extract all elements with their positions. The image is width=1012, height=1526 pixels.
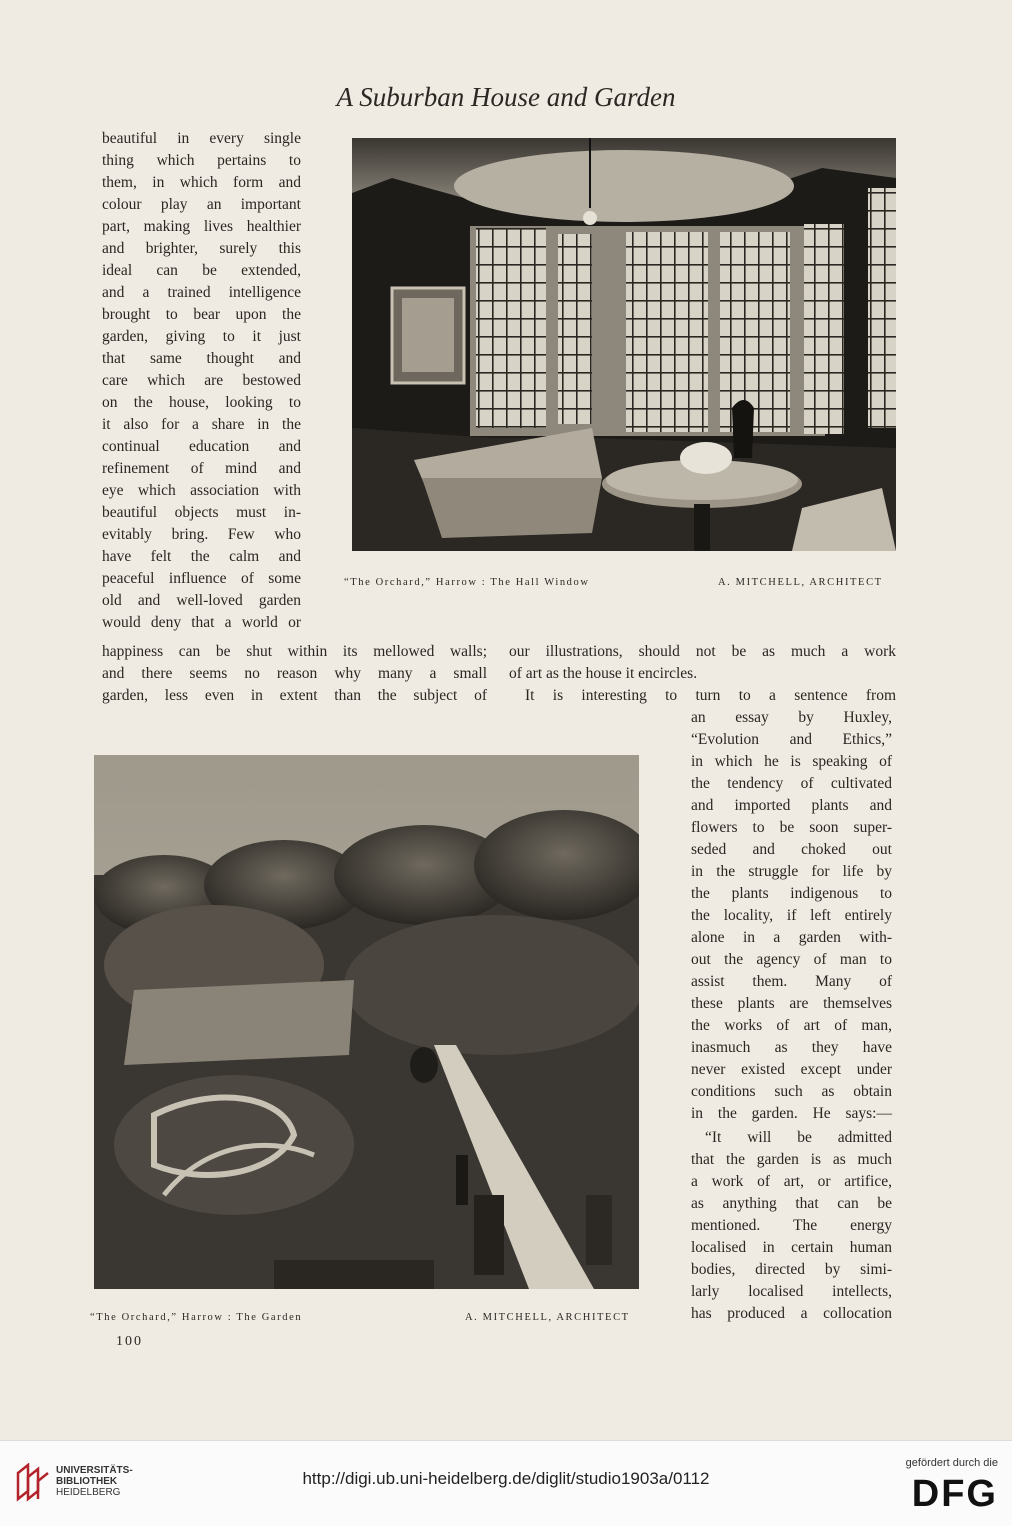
text-line: never existed except under bbox=[691, 1061, 892, 1078]
text-line: flowers to be soon super- bbox=[691, 819, 892, 836]
dfg-logo[interactable]: DFG bbox=[911, 1473, 998, 1515]
text-line: the locality, if left entirely bbox=[691, 907, 892, 924]
garden-photo bbox=[94, 755, 639, 1289]
text-line: beautiful objects must in- bbox=[102, 504, 301, 521]
text-line: happiness can be shut within its mellowed walls; bbox=[102, 643, 487, 660]
text-line: ideal can be extended, bbox=[102, 262, 301, 279]
text-line: seded and choked out bbox=[691, 841, 892, 858]
text-line: and a trained intelligence bbox=[102, 284, 301, 301]
text-line: has produced a collocation bbox=[691, 1305, 892, 1322]
text-line: and imported plants and bbox=[691, 797, 892, 814]
garden-caption: “The Orchard,” Harrow : The Garden bbox=[90, 1312, 303, 1323]
text-line: evitably bring. Few who bbox=[102, 526, 301, 543]
text-line: that same thought and bbox=[102, 350, 301, 367]
text-line: on the house, looking to bbox=[102, 394, 301, 411]
permalink-url[interactable]: http://digi.ub.uni-heidelberg.de/diglit/studio1903a/0112 bbox=[302, 1469, 710, 1488]
hall-window-photo bbox=[352, 138, 896, 551]
text-line: conditions such as obtain bbox=[691, 1083, 892, 1100]
text-line: old and well-loved garden bbox=[102, 592, 301, 609]
text-line: continual education and bbox=[102, 438, 301, 455]
library-name-line: HEIDELBERG bbox=[56, 1487, 121, 1498]
hall-window-illustration bbox=[352, 138, 896, 551]
library-name-line: UNIVERSITÄTS- bbox=[56, 1465, 133, 1476]
text-line: part, making lives healthier bbox=[102, 218, 301, 235]
text-line: our illustrations, should not be as much a work bbox=[509, 643, 896, 660]
text-line: assist them. Many of bbox=[691, 973, 892, 990]
garden-illustration bbox=[94, 755, 639, 1289]
text-line: refinement of mind and bbox=[102, 460, 301, 477]
text-line: eye which association with bbox=[102, 482, 301, 499]
text-line: a work of art, or artifice, bbox=[691, 1173, 892, 1190]
text-line: thing which pertains to bbox=[102, 152, 301, 169]
text-line: in the struggle for life by bbox=[691, 863, 892, 880]
funding-note: gefördert durch die bbox=[905, 1457, 998, 1469]
text-line: the tendency of cultivated bbox=[691, 775, 892, 792]
page-title: A Suburban House and Garden bbox=[336, 82, 676, 112]
text-line: these plants are themselves bbox=[691, 995, 892, 1012]
text-line: peaceful influence of some bbox=[102, 570, 301, 587]
text-line: would deny that a world or bbox=[102, 614, 301, 631]
text-line: of art as the house it encircles. bbox=[509, 665, 698, 682]
text-line: and there seems no reason why many a small bbox=[102, 665, 487, 682]
text-line: it also for a share in the bbox=[102, 416, 301, 433]
text-line: brought to bear upon the bbox=[102, 306, 301, 323]
text-line: It is interesting to turn to a sentence from bbox=[525, 687, 896, 704]
text-line: and brighter, surely this bbox=[102, 240, 301, 257]
hall-window-caption: “The Orchard,” Harrow : The Hall Window bbox=[344, 577, 590, 588]
text-line: care which are bestowed bbox=[102, 372, 301, 389]
hall-window-architect: A. MITCHELL, ARCHITECT bbox=[718, 577, 883, 588]
footer-bar bbox=[0, 1440, 1012, 1526]
library-name-line: BIBLIOTHEK bbox=[56, 1476, 118, 1487]
text-line: garden, giving to it just bbox=[102, 328, 301, 345]
text-line: inasmuch as they have bbox=[691, 1039, 892, 1056]
text-line: beautiful in every single bbox=[102, 130, 301, 147]
text-line: them, in which form and bbox=[102, 174, 301, 191]
text-line: localised in certain human bbox=[691, 1239, 892, 1256]
text-line: larly localised intellects, bbox=[691, 1283, 892, 1300]
page-number: 100 bbox=[116, 1334, 143, 1349]
text-line: as anything that can be bbox=[691, 1195, 892, 1212]
text-line: colour play an important bbox=[102, 196, 301, 213]
text-line: the works of art of man, bbox=[691, 1017, 892, 1034]
text-line: “It will be admitted bbox=[705, 1129, 892, 1146]
text-line: “Evolution and Ethics,” bbox=[691, 731, 892, 748]
text-line: garden, less even in extent than the subject of bbox=[102, 687, 487, 704]
text-line: that the garden is as much bbox=[691, 1151, 892, 1168]
text-line: alone in a garden with- bbox=[691, 929, 892, 946]
text-line: an essay by Huxley, bbox=[691, 709, 892, 726]
text-line: in the garden. He says:— bbox=[691, 1105, 892, 1122]
text-line: have felt the calm and bbox=[102, 548, 301, 565]
text-line: out the agency of man to bbox=[691, 951, 892, 968]
text-line: bodies, directed by simi- bbox=[691, 1261, 892, 1278]
text-line: mentioned. The energy bbox=[691, 1217, 892, 1234]
garden-architect: A. MITCHELL, ARCHITECT bbox=[465, 1312, 630, 1323]
text-line: the plants indigenous to bbox=[691, 885, 892, 902]
text-line: in which he is speaking of bbox=[691, 753, 892, 770]
